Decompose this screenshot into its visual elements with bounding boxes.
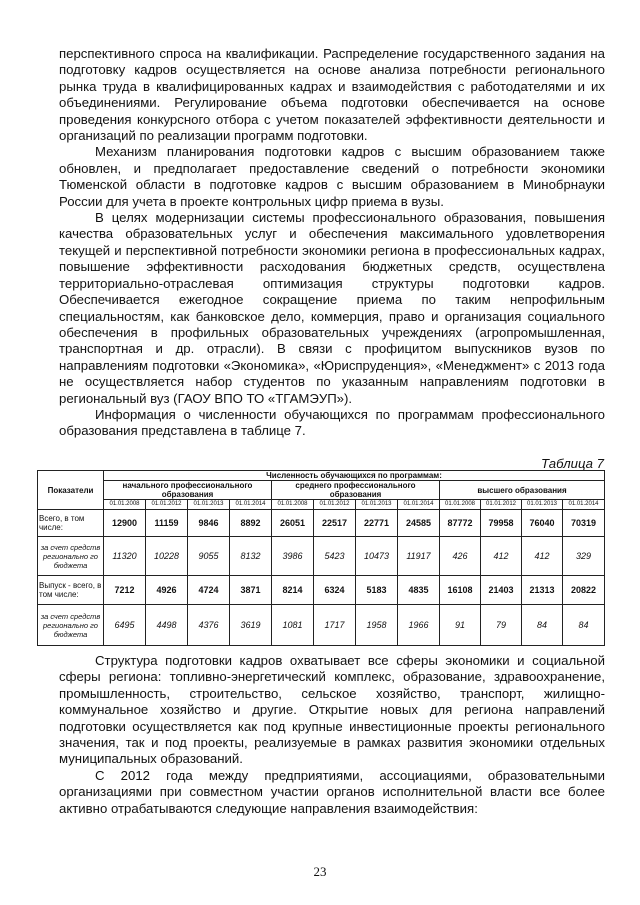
row-label: Всего, в том числе: <box>38 510 104 537</box>
table-cell: 8892 <box>230 510 272 537</box>
table-cell: 9846 <box>188 510 230 537</box>
table-header-date: 01.01.2014 <box>230 500 272 510</box>
table-cell: 91 <box>440 605 481 646</box>
table-cell: 70319 <box>563 510 605 537</box>
paragraph: перспективного спроса на квалификации. Распределение государственного задания на подготовку кадров осуществляется на основе анализа потребности регионального рынка труда в квалифицированных кадрах и взаимодействия с работодателями и их объединениями. Регулирование объема подготовки обеспечивается на основе проведения конкурсного отбора с учетом показателей эффективности деятельности и организаций по реализации программ подготовки. <box>59 46 605 144</box>
table-cell: 87772 <box>440 510 481 537</box>
body-text-bottom <box>59 653 605 817</box>
table-caption: Таблица 7 <box>540 456 604 471</box>
table-row <box>38 537 605 576</box>
body-text-top <box>59 46 605 440</box>
table-cell: 1958 <box>356 605 398 646</box>
table-cell: 11159 <box>146 510 188 537</box>
table-cell: 10473 <box>356 537 398 576</box>
table-cell: 4498 <box>146 605 188 646</box>
row-label: за счет средств регионально го бюджета <box>38 605 104 646</box>
table-row <box>38 605 605 646</box>
table-header-level: начального профессионального образования <box>104 481 272 500</box>
table-cell: 12900 <box>104 510 146 537</box>
table-cell: 11917 <box>398 537 440 576</box>
table-row <box>38 576 605 605</box>
table-header-date: 01.01.2008 <box>272 500 314 510</box>
table-cell: 11320 <box>104 537 146 576</box>
table-header-date: 01.01.2013 <box>522 500 563 510</box>
table-header-date: 01.01.2013 <box>188 500 230 510</box>
table-cell: 6495 <box>104 605 146 646</box>
table-cell: 21403 <box>481 576 522 605</box>
table-row <box>38 510 605 537</box>
table-header-date: 01.01.2008 <box>104 500 146 510</box>
paragraph: Механизм планирования подготовки кадров с высшим образованием также обновлен, и предполагает предоставление сведений о потребности экономики Тюменской области в подготовке кадров с высшим образованием в Минобрнауки России для учета в проекте контрольных цифр приема в вузы. <box>59 144 605 209</box>
row-label: Выпуск - всего, в том числе: <box>38 576 104 605</box>
table-cell: 4835 <box>398 576 440 605</box>
table-cell: 8214 <box>272 576 314 605</box>
table-header-level: среднего профессионального образования <box>272 481 440 500</box>
table-cell: 4376 <box>188 605 230 646</box>
table-cell: 26051 <box>272 510 314 537</box>
paragraph: Информация о численности обучающихся по программам профессионального образования представлена в таблице 7. <box>59 406 605 439</box>
table-cell: 1966 <box>398 605 440 646</box>
table-cell: 79 <box>481 605 522 646</box>
table-header-date: 01.01.2013 <box>356 500 398 510</box>
paragraph: Структура подготовки кадров охватывает все сферы экономики и социальной сферы региона: топливно-энергетический комплекс, образование, здравоохранение, промышленность, строительство, сельское хозяйство, транспорт, жилищно-коммунальное хозяйство и другие. Открытие новых для региона направлений подготовки осуществляется как под крупные инвестиционные проекты регионального значения, так и под проекты, реализуемые в рамках развития экономики отдельных муниципальных образований. <box>59 653 605 767</box>
table-header-date: 01.01.2012 <box>481 500 522 510</box>
table-cell: 4724 <box>188 576 230 605</box>
table-cell: 16108 <box>440 576 481 605</box>
row-label: за счет средств регионально го бюджета <box>38 537 104 576</box>
students-table <box>37 470 605 646</box>
table-cell: 1081 <box>272 605 314 646</box>
table-cell: 1717 <box>314 605 356 646</box>
table-cell: 329 <box>563 537 605 576</box>
table-cell: 22517 <box>314 510 356 537</box>
table-cell: 8132 <box>230 537 272 576</box>
table-cell: 412 <box>481 537 522 576</box>
table-cell: 426 <box>440 537 481 576</box>
table-cell: 412 <box>522 537 563 576</box>
table-header-indicator: Показатели <box>38 471 104 510</box>
table-header-date: 01.01.2014 <box>398 500 440 510</box>
table-header-date: 01.01.2012 <box>146 500 188 510</box>
table-header-level: высшего образования <box>440 481 605 500</box>
table-cell: 24585 <box>398 510 440 537</box>
table-cell: 9055 <box>188 537 230 576</box>
table-cell: 3986 <box>272 537 314 576</box>
table-cell: 3619 <box>230 605 272 646</box>
table-header-date: 01.01.2014 <box>563 500 605 510</box>
table-cell: 10228 <box>146 537 188 576</box>
table-cell: 3871 <box>230 576 272 605</box>
table-header-date: 01.01.2008 <box>440 500 481 510</box>
table-cell: 79958 <box>481 510 522 537</box>
table-cell: 20822 <box>563 576 605 605</box>
page-number: 23 <box>313 864 327 879</box>
table-cell: 21313 <box>522 576 563 605</box>
paragraph: В целях модернизации системы профессионального образования, повышения качества образовательных услуг и обеспечения максимального удовлетворения текущей и перспективной потребности экономики региона в профессиональных кадрах, повышение эффективности расходования бюджетных средств, осуществлена территориально-отраслевая оптимизация структуры подготовки кадров. Обеспечивается ежегодное сокращение приема по таким непрофильным специальностям, как банковское дело, коммерция, право и организация социального обеспечения в профильных образовательных учреждениях (агропромышленная, транспортная и др. отрасли). В связи с профицитом выпускников вузов по направлениям подготовки «Экономика», «Юриспруденция», «Менеджмент» с 2013 года не осуществляется набор студентов по указанным направлениям подготовки в региональный вуз (ГАОУ ВПО ТО «ТГАМЭУП»). <box>59 210 605 406</box>
table-cell: 5183 <box>356 576 398 605</box>
table-cell: 7212 <box>104 576 146 605</box>
table-header-date: 01.01.2012 <box>314 500 356 510</box>
table-cell: 5423 <box>314 537 356 576</box>
table-cell: 6324 <box>314 576 356 605</box>
table-cell: 22771 <box>356 510 398 537</box>
table-cell: 76040 <box>522 510 563 537</box>
table-cell: 84 <box>563 605 605 646</box>
table-cell: 84 <box>522 605 563 646</box>
table-header-group: Численность обучающихся по программам: <box>104 471 605 481</box>
table-cell: 4926 <box>146 576 188 605</box>
paragraph: С 2012 года между предприятиями, ассоциациями, образовательными организациями при совместном участии органов исполнительной власти все более активно отрабатываются следующие направления взаимодействия: <box>59 767 605 816</box>
